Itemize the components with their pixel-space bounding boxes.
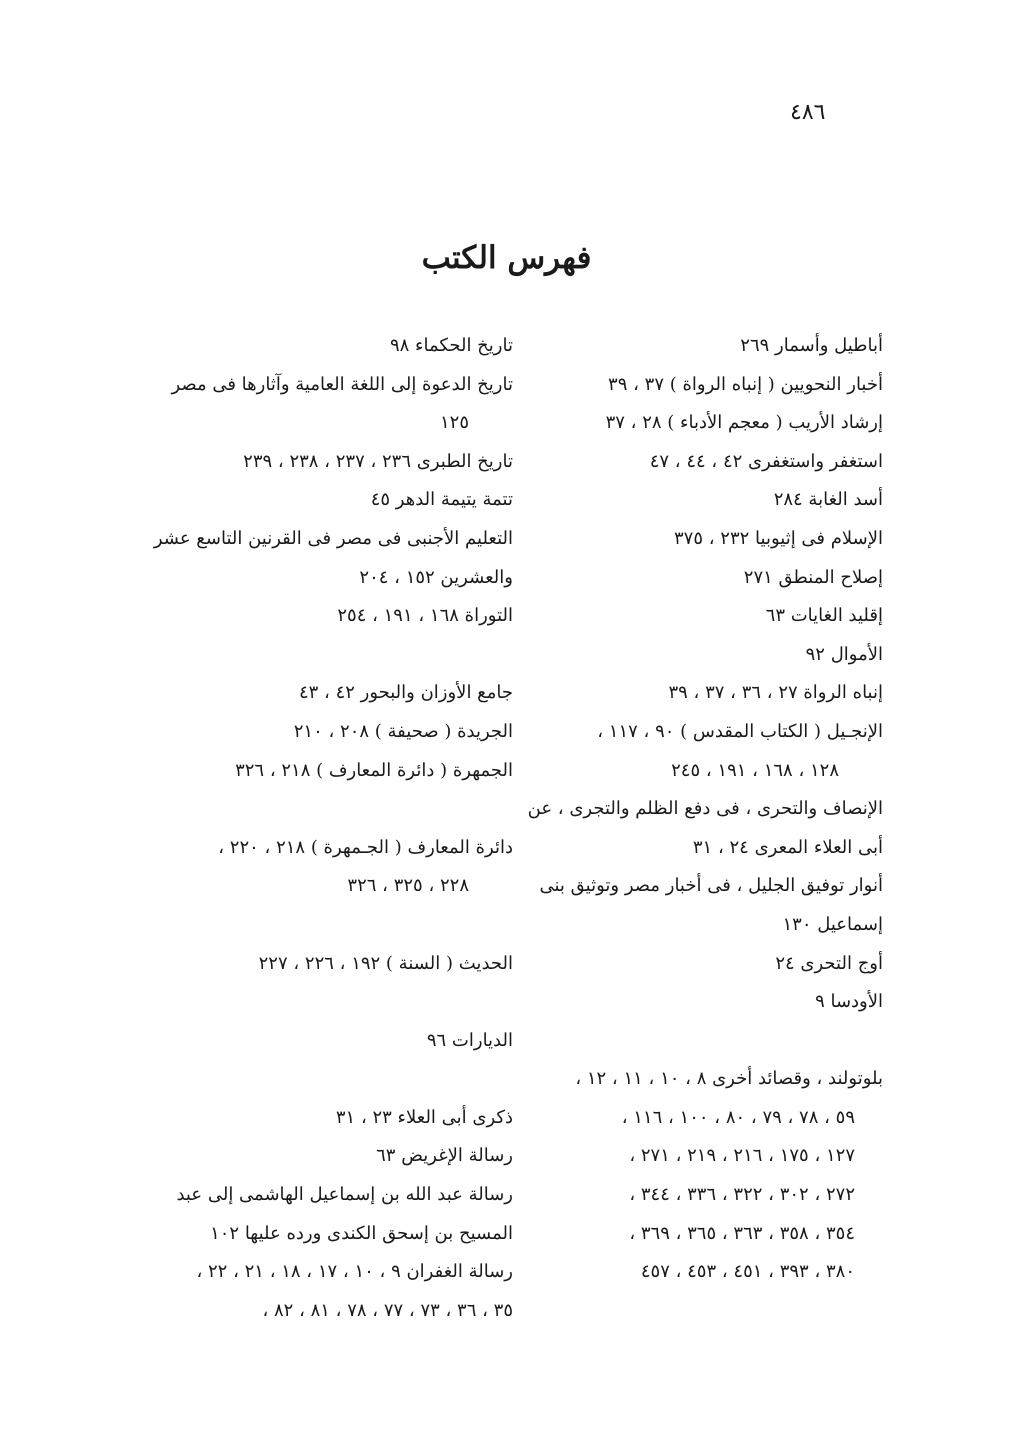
- index-entry-line: رسالة عبد الله بن إسماعيل الهاشمى إلى عبد: [176, 1184, 513, 1206]
- index-entry-line: تاريخ الطبرى ٢٣٦ ، ٢٣٧ ، ٢٣٨ ، ٢٣٩: [243, 450, 513, 472]
- index-entry-line: ٣٨٠ ، ٣٩٣ ، ٤٥١ ، ٤٥٣ ، ٤٥٧: [640, 1261, 855, 1283]
- index-entry-line: استغفر واستغفرى ٤٢ ، ٤٤ ، ٤٧: [649, 450, 883, 472]
- index-column-left: [153, 327, 513, 1330]
- index-entry-line: دائرة المعارف ( الجـمهرة ) ٢١٨ ، ٢٢٠ ،: [218, 836, 513, 858]
- index-entry-line: أسد الغابة ٢٨٤: [773, 489, 883, 511]
- index-entry-line: الإنجـيل ( الكتاب المقدس ) ٩٠ ، ١١٧ ،: [597, 720, 883, 742]
- index-entry-line: ١٢٥: [439, 412, 469, 434]
- index-entry-line: تتمة يتيمة الدهر ٤٥: [370, 489, 513, 511]
- index-entry-line: أبى العلاء المعرى ٢٤ ، ٣١: [692, 836, 883, 858]
- index-entry-line: ١٢٨ ، ١٦٨ ، ١٩١ ، ٢٤٥: [671, 759, 839, 781]
- index-entry-line: إنباه الرواة ٢٧ ، ٣٦ ، ٣٧ ، ٣٩: [668, 682, 883, 704]
- index-entry-line: ١٢٧ ، ١٧٥ ، ٢١٦ ، ٢١٩ ، ٢٧١ ،: [629, 1145, 855, 1167]
- index-entry-line: أخبار النحويين ( إنباه الرواة ) ٣٧ ، ٣٩: [608, 373, 883, 395]
- index-entry-line: أباطيل وأسمار ٢٦٩: [740, 335, 883, 356]
- index-entry-line: الديارات ٩٦: [426, 1029, 513, 1051]
- page-title: فهرس الكتب: [421, 240, 592, 276]
- index-entry-line: رسالة الغفران ٩ ، ١٠ ، ١٧ ، ١٨ ، ٢١ ، ٢٢ ،: [196, 1261, 513, 1283]
- index-entry-line: جامع الأوزان والبحور ٤٢ ، ٤٣: [298, 682, 513, 704]
- index-entry-line: الأموال ٩٢: [805, 643, 883, 665]
- index-entry-line: الإنصاف والتحرى ، فى دفع الظلم والتجرى ، عن: [527, 798, 883, 820]
- index-entry-line: رسالة الإغريض ٦٣: [376, 1145, 513, 1167]
- entry-spacer: [503, 1022, 883, 1061]
- index-entry-line: تاريخ الدعوة إلى اللغة العامية وآثارها فى مصر: [171, 373, 513, 395]
- entry-spacer: [153, 983, 513, 1022]
- index-entry-line: ٣٥٤ ، ٣٥٨ ، ٣٦٣ ، ٣٦٥ ، ٣٦٩ ،: [629, 1222, 855, 1244]
- index-entry-line: بلوتولند ، وقصائد أخرى ٨ ، ١٠ ، ١١ ، ١٢ ،: [575, 1068, 883, 1090]
- entry-spacer: [153, 790, 513, 829]
- index-entry-line: ٢٧٢ ، ٣٠٢ ، ٣٢٢ ، ٣٣٦ ، ٣٤٤ ،: [629, 1184, 855, 1206]
- index-entry-line: الحديث ( السنة ) ١٩٢ ، ٢٢٦ ، ٢٢٧: [258, 952, 513, 974]
- index-entry-line: إصلاح المنطق ٢٧١: [743, 566, 883, 588]
- index-entry-line: الإسلام فى إثيوبيا ٢٣٢ ، ٣٧٥: [674, 527, 883, 549]
- index-entry-line: الجريدة ( صحيفة ) ٢٠٨ ، ٢١٠: [293, 720, 513, 742]
- index-entry-line: إسماعيل ١٣٠: [782, 913, 883, 935]
- index-entry-line: التوراة ١٦٨ ، ١٩١ ، ٢٥٤: [337, 605, 513, 627]
- index-entry-line: الأودسا ٩: [815, 991, 883, 1013]
- index-entry-line: إقليد الغايات ٦٣: [765, 605, 883, 627]
- index-entry-line: ٢٢٨ ، ٣٢٥ ، ٣٢٦: [347, 875, 469, 897]
- index-entry-line: أنوار توفيق الجليل ، فى أخبار مصر وتوثيق بنى: [539, 875, 883, 897]
- index-entry-line: ٣٥ ، ٣٦ ، ٧٣ ، ٧٧ ، ٧٨ ، ٨١ ، ٨٢ ،: [262, 1299, 513, 1321]
- index-column-right: [503, 327, 883, 1292]
- index-entry-line: المسيح بن إسحق الكندى ورده عليها ١٠٢: [210, 1222, 513, 1244]
- index-entry-line: والعشرين ١٥٢ ، ٢٠٤: [359, 566, 513, 588]
- index-entry-line: تاريخ الحكماء ٩٨: [389, 335, 513, 356]
- index-entry-line: أوج التحرى ٢٤: [775, 952, 883, 974]
- index-entry-line: التعليم الأجنبى فى مصر فى القرنين التاسع عشر: [153, 527, 513, 549]
- entry-spacer: [153, 636, 513, 675]
- index-entry-line: الجمهرة ( دائرة المعارف ) ٢١٨ ، ٣٢٦: [235, 759, 513, 781]
- index-entry-line: ذكرى أبى العلاء ٢٣ ، ٣١: [335, 1106, 513, 1128]
- entry-spacer: [153, 906, 513, 945]
- page-number: ٤٨٦: [790, 100, 826, 125]
- index-entry-line: ٥٩ ، ٧٨ ، ٧٩ ، ٨٠ ، ١٠٠ ، ١١٦ ،: [621, 1106, 855, 1128]
- entry-spacer: [153, 1060, 513, 1099]
- index-entry-line: إرشاد الأريب ( معجم الأدباء ) ٢٨ ، ٣٧: [605, 412, 883, 434]
